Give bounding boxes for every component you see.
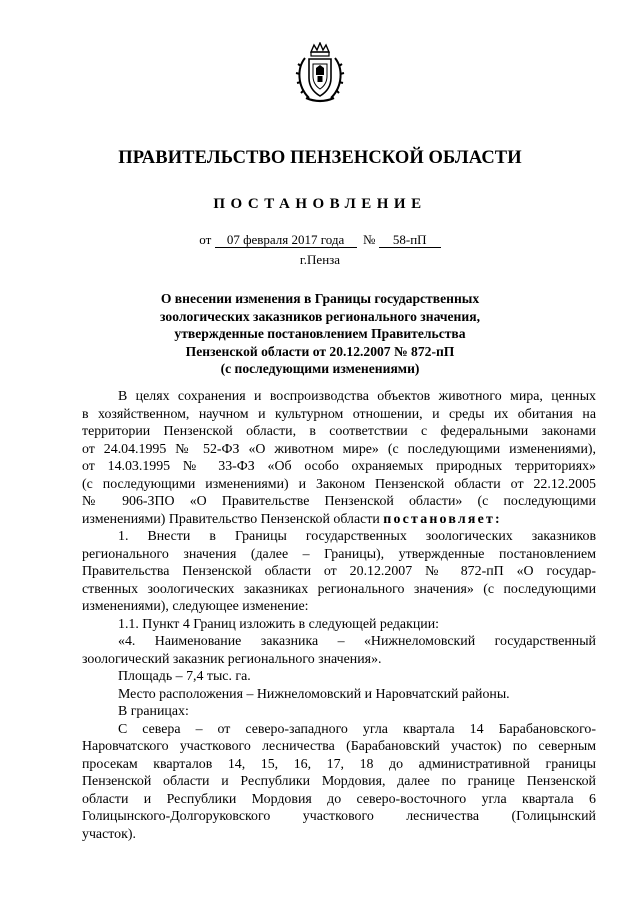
body-line: «4. Наименование заказника – «Нижнеломовский государственный — [118, 634, 596, 649]
document-date: 07 февраля 2017 года — [215, 233, 357, 248]
body-line: участок). — [82, 826, 136, 842]
resolution-line — [82, 511, 596, 529]
date-number-line — [0, 232, 640, 248]
heading-line: утвержденные постановлением Правительства — [174, 326, 466, 341]
body-line: С севера – от северо-западного угла квартала 14 Барабановского- — [118, 721, 596, 737]
body-line: 1. Внести в Границы государственных зоологических заказников — [118, 529, 596, 544]
body-line: (с последующими изменениями) и Законом Пензенской области от 22.12.2005 — [82, 476, 596, 492]
body-line: в хозяйственном, научном и культурном отношении, и среды их обитания на — [82, 406, 596, 422]
document-heading — [100, 290, 540, 378]
resolution-word: постановляет: — [383, 511, 502, 527]
heading-line: (с последующими изменениями) — [220, 361, 420, 376]
body-line: регионального значения (далее – Границы), утвержденные постановлением — [82, 546, 596, 562]
document-number: 58-пП — [379, 233, 441, 248]
body-line: изменениями), следующее изменение: — [82, 599, 309, 614]
number-label: № — [363, 232, 376, 247]
government-title: ПРАВИТЕЛЬСТВО ПЕНЗЕНСКОЙ ОБЛАСТИ — [118, 148, 522, 168]
body-line: Пензенской области и Республики Мордовия, далее по границе Пензенской — [82, 774, 596, 789]
body-line: просекам кварталов 14, 15, 16, 17, 18 до административной границы — [82, 756, 596, 772]
body-line: Место расположения – Нижнеломовский и Наровчатский районы. — [118, 686, 510, 702]
body-line: Голицынского-Долгоруковского участкового лесничества (Голицынский — [82, 809, 596, 824]
body-line: Площадь – 7,4 тыс. га. — [118, 669, 251, 684]
from-label: от — [199, 232, 212, 247]
body-line: 1.1. Пункт 4 Границ изложить в следующей редакции: — [118, 616, 439, 632]
heading-line: зоологических заказников регионального значения, — [160, 308, 480, 324]
body-line: Правительства Пензенской области от 20.12.2007 № 872-пП «О государ- — [82, 564, 596, 579]
body-line: от 14.03.1995 № 33-ФЗ «Об особо охраняемых природных территориях» — [82, 459, 596, 474]
heading-line: О внесении изменения в Границы государственных — [160, 291, 480, 306]
city: г.Пенза — [299, 252, 341, 267]
coat-of-arms-icon — [295, 42, 345, 104]
resolution-prefix: изменениями) Правительство Пензенской области — [82, 511, 384, 527]
body-line: зоологический заказник регионального значения». — [82, 651, 382, 667]
body-line: Наровчатского участкового лесничества (Барабановский участок) по северным — [82, 739, 596, 754]
document-body — [82, 388, 596, 843]
body-line: территории Пензенской области, в соответствии с федеральными законами — [82, 424, 596, 439]
body-line: от 24.04.1995 № 52-ФЗ «О животном мире» (с последующими изменениями), — [82, 441, 596, 457]
body-line: ственных зоологических заказниках регионального значения» (с последующими — [82, 581, 596, 597]
body-line: В целях сохранения и воспроизводства объектов животного мира, ценных — [118, 389, 596, 404]
document-type: ПОСТАНОВЛЕНИЕ — [213, 196, 427, 212]
body-line: В границах: — [118, 704, 189, 719]
heading-line: Пензенской области от 20.12.2007 № 872-пП — [185, 343, 455, 359]
body-line: области и Республики Мордовия до северо-восточного угла квартала 6 — [82, 791, 596, 807]
body-line: № 906-ЗПО «О Правительстве Пензенской области» (с последующими — [82, 494, 596, 509]
